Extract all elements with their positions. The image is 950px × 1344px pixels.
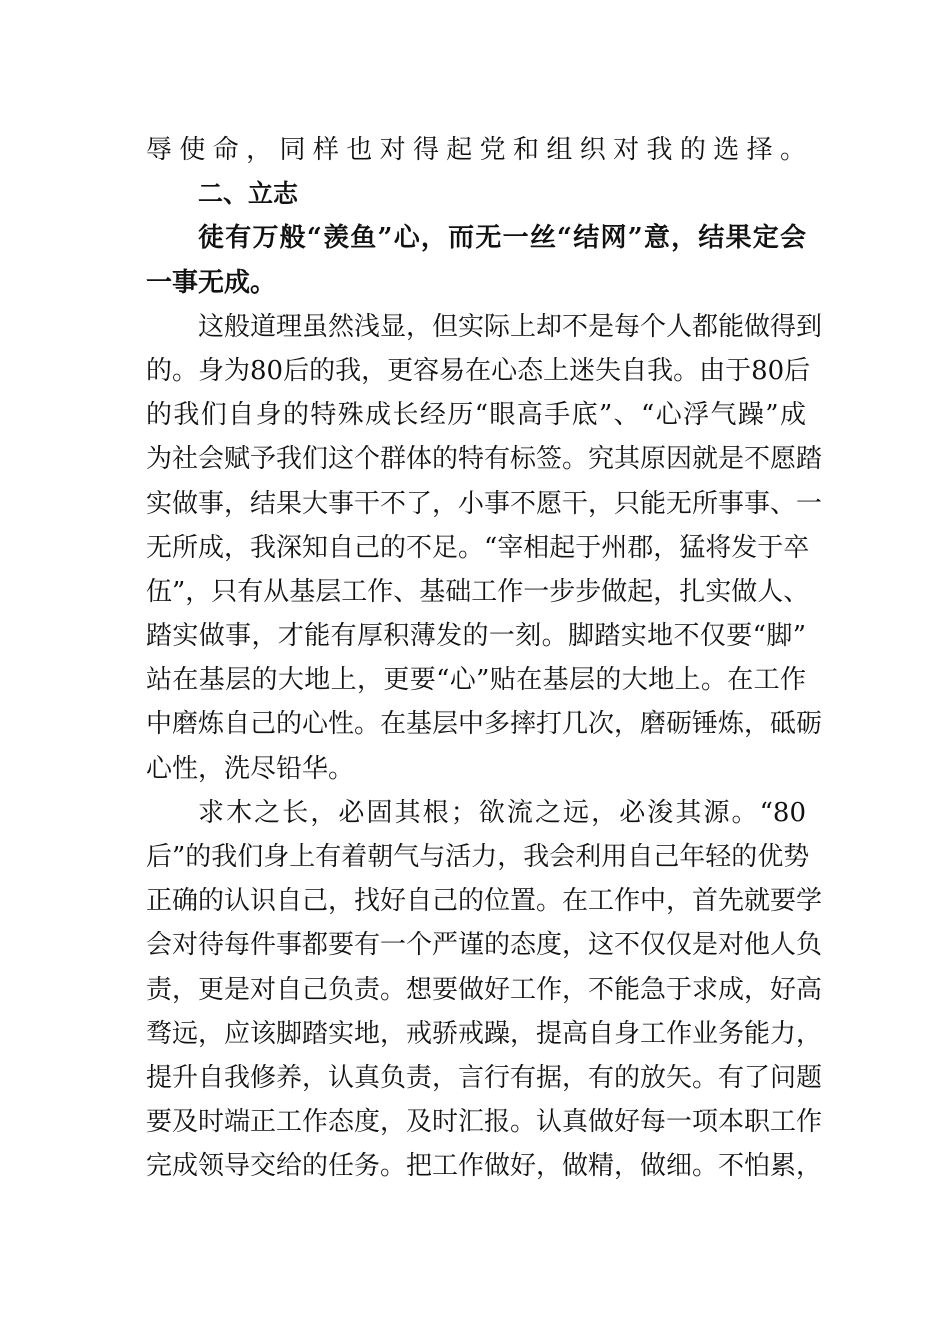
text-line: 辱使命，同样也对得起党和组织对我的选择。 [146, 135, 806, 165]
bold-statement-line: 徒有万般“羡鱼”心，而无一丝“结网”意，结果定会 [198, 223, 806, 254]
text-line: 中磨炼自己的心性。在基层中多摔打几次，磨砺锤炼，砥砺 [146, 709, 823, 740]
text-line: 后”的我们身上有着朝气与活力，我会利用自己年轻的优势 [146, 842, 810, 872]
text-line: 责，更是对自己负责。想要做好工作，不能急于求成，好高 [146, 974, 823, 1005]
text-line: 为社会赋予我们这个群体的特有标签。究其原因就是不愿踏 [146, 444, 823, 475]
text-line: 会对待每件事都要有一个严谨的态度，这不仅仅是对他人负 [146, 930, 823, 961]
text-line: 的我们自身的特殊成长经历“眼高手底”、“心浮气躁”成 [146, 400, 806, 431]
text-line: 的。身为80后的我，更容易在心态上迷失自我。由于80后 [146, 355, 811, 386]
text-line: 站在基层的大地上，更要“心”贴在基层的大地上。在工作 [146, 665, 806, 696]
bold-statement-line: 一事无成。 [146, 267, 277, 298]
text-line: 完成领导交给的任务。把工作做好，做精，做细。不怕累， [146, 1151, 823, 1182]
text-line: 正确的认识自己，找好自己的位置。在工作中，首先就要学 [146, 886, 823, 917]
text-line: 伍”，只有从基层工作、基础工作一步步做起，扎实做人、 [146, 576, 810, 607]
text-line: 心性，洗尽铅华。 [146, 753, 355, 784]
text-line: 提升自我修养，认真负责，言行有据，有的放矢。有了问题 [146, 1062, 823, 1093]
text-line: 这般道理虽然浅显，但实际上却不是每个人都能做得到 [198, 311, 823, 342]
document-page [146, 128, 823, 1189]
text-line: 骛远，应该脚踏实地，戒骄戒躁，提高自身工作业务能力， [146, 1018, 823, 1049]
text-line: 要及时端正工作态度，及时汇报。认真做好每一项本职工作 [146, 1107, 823, 1138]
text-line: 踏实做事，才能有厚积薄发的一刻。脚踏实地不仅要“脚” [146, 621, 806, 652]
section-heading: 二、立志 [198, 179, 299, 209]
text-line: 求木之长，必固其根；欲流之远，必浚其源。“80 [198, 797, 806, 828]
text-line: 实做事，结果大事干不了，小事不愿干，只能无所事事、一 [146, 488, 823, 519]
text-line: 无所成，我深知自己的不足。“宰相起于州郡，猛将发于卒 [146, 532, 810, 563]
